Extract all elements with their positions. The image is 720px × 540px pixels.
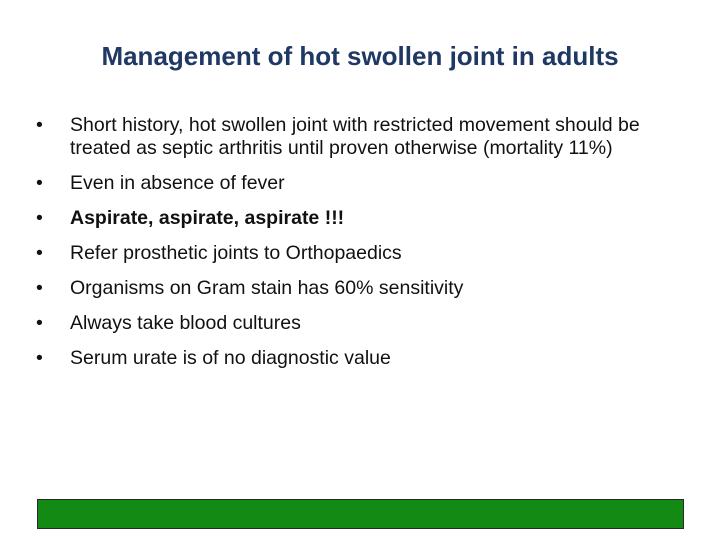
bullet-item-2 xyxy=(36,172,686,195)
bullet-marker: • xyxy=(36,347,43,369)
bullet-marker: • xyxy=(36,312,43,334)
bullet-item-1 xyxy=(36,114,686,160)
bullet-text: Organisms on Gram stain has 60% sensitivity xyxy=(70,277,464,299)
bullet-item-4 xyxy=(36,242,686,265)
bullet-marker: • xyxy=(36,172,43,194)
bullet-list xyxy=(36,114,686,382)
footer-bar xyxy=(37,499,684,529)
bullet-text: Short history, hot swollen joint with restricted movement should be treated as septic arthritis until proven otherwise (mortality 11%) xyxy=(70,114,640,159)
bullet-marker: • xyxy=(36,242,43,264)
bullet-item-5 xyxy=(36,277,686,300)
slide-title: Management of hot swollen joint in adults xyxy=(101,41,619,71)
bullet-item-6 xyxy=(36,312,686,335)
bullet-text: Serum urate is of no diagnostic value xyxy=(70,347,391,369)
bullet-marker: • xyxy=(36,207,43,229)
bullet-item-3 xyxy=(36,207,686,230)
bullet-item-7 xyxy=(36,347,686,370)
bullet-marker: • xyxy=(36,114,43,136)
bullet-text: Aspirate, aspirate, aspirate !!! xyxy=(70,207,345,229)
bullet-text: Even in absence of fever xyxy=(70,172,285,194)
bullet-text: Always take blood cultures xyxy=(70,312,301,334)
bullet-marker: • xyxy=(36,277,43,299)
bullet-text: Refer prosthetic joints to Orthopaedics xyxy=(70,242,402,264)
